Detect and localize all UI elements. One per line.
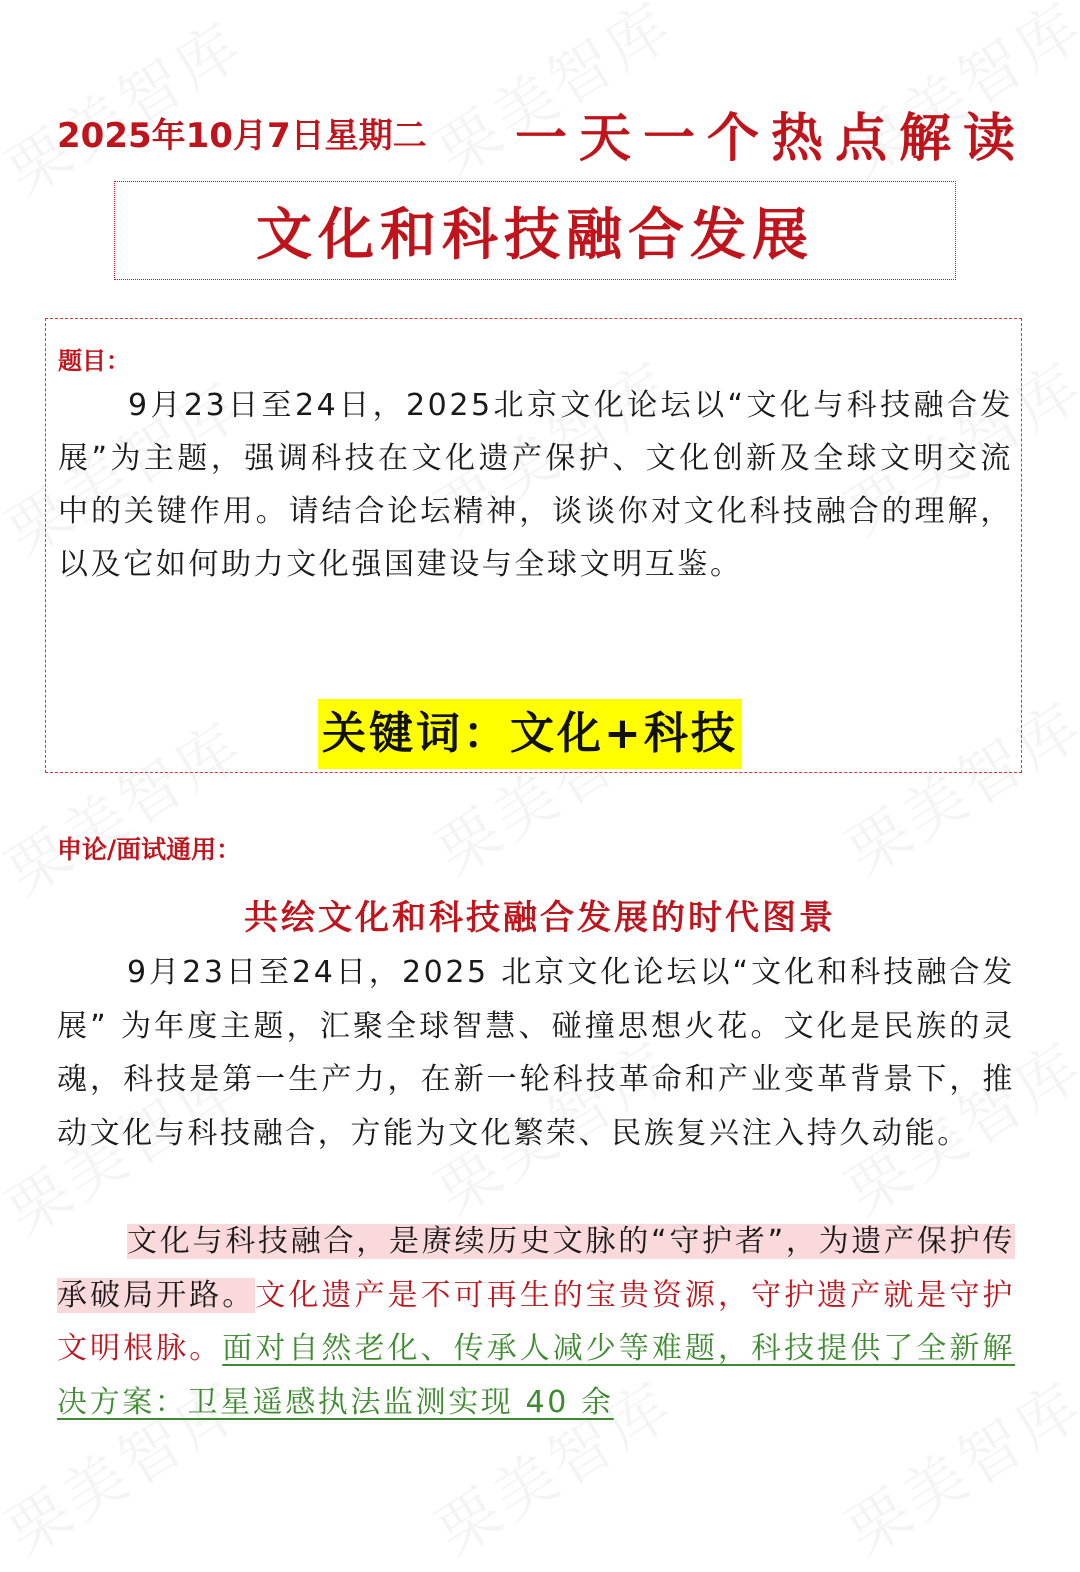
article-title: 共绘文化和科技融合发展的时代图景: [244, 898, 836, 938]
question-label: 题目：: [58, 346, 130, 375]
question-box: [45, 318, 1022, 773]
highlighted-sentence: 文化与科技融合，是赓续历史文脉的“守护者”，为遗产保护传承破局开路。: [57, 1224, 1015, 1313]
title-box: [114, 181, 956, 280]
paragraph-2: [57, 1215, 1015, 1429]
question-body: 9月23日至24日，2025北京文化论坛以“文化与科技融合发展”为主题，强调科技在文化遗产保护、文化创新及全球文明交流中的关键作用。请结合论坛精神，谈谈你对文化科技融合的理解，以及它如何助力文化强国建设与全球文明互鉴。: [58, 388, 1013, 582]
red-emphasis-sentence: 文化遗产是不可再生的宝贵资源，守护遗产就是守护文明根脉。: [57, 1277, 1015, 1366]
paragraph-1: 9月23日至24日，2025 北京文化论坛以“文化和科技融合发展” 为年度主题，汇聚全球智慧、碰撞思想火花。文化是民族的灵魂，科技是第一生产力，在新一轮科技革命和产业变革背景下，推动文化与科技融合，方能为文化繁荣、民族复兴注入持久动能。: [57, 955, 1015, 1151]
date-heading: 2025年10月7日星期二: [57, 116, 427, 156]
section-label: 申论/面试通用：: [57, 835, 242, 864]
page-title: 文化和科技融合发展: [256, 202, 814, 268]
slogan-heading: 一天一个热点解读: [515, 108, 1028, 169]
green-underlined-sentence: 面对自然老化、传承人减少等难题，科技提供了全新解决方案：卫星遥感执法监测实现 40 余: [57, 1331, 1015, 1420]
keyword-banner: 关键词：文化+科技: [318, 699, 742, 769]
